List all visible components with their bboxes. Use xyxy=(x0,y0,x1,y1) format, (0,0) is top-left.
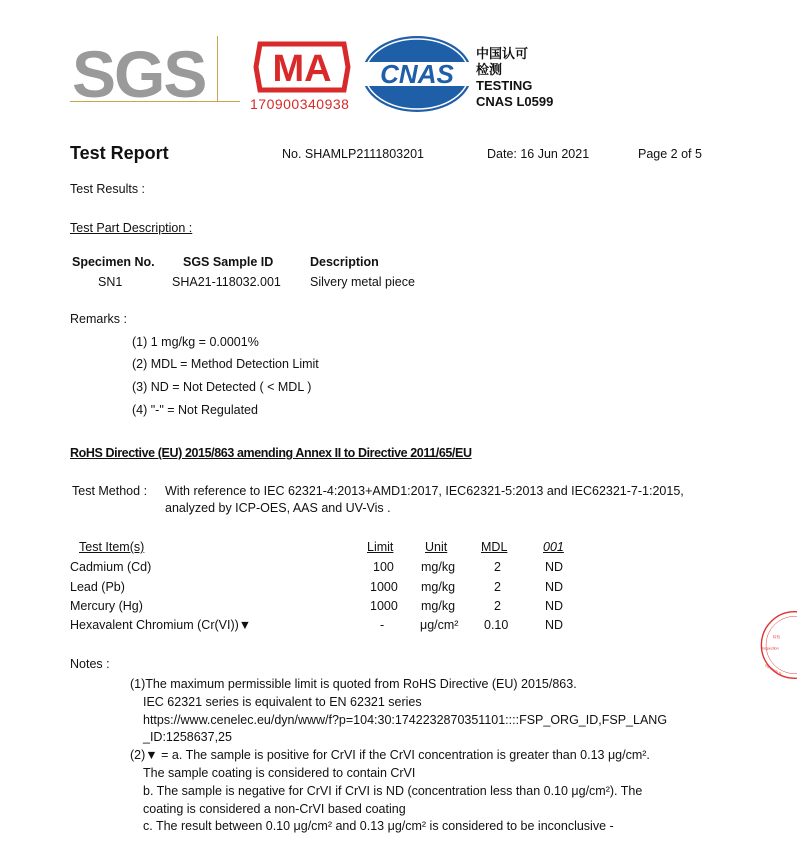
table-cell-item: Mercury (Hg) xyxy=(70,599,143,613)
inspection-stamp xyxy=(760,560,797,730)
remark-item: (2) MDL = Method Detection Limit xyxy=(132,357,319,371)
report-title: Test Report xyxy=(70,143,169,163)
table-cell-limit: 1000 xyxy=(370,580,398,594)
test-results-label: Test Results : xyxy=(70,182,146,196)
table-cell-result: ND xyxy=(545,580,564,594)
cnas-text: CNAS xyxy=(380,59,454,89)
test-method-line-1: With reference to IEC 62321-4:2013+AMD1:2017, IEC62321-5:2013 and IEC62321-7-1:2015, xyxy=(165,484,684,498)
cnas-logo xyxy=(360,34,475,114)
table-cell-result: ND xyxy=(545,560,564,574)
col-description: Description xyxy=(310,255,379,269)
note-1-url: https://www.cenelec.eu/dyn/www/f?p=104:30:1742232870351101::::FSP_ORG_ID,FSP_LANG xyxy=(143,713,668,727)
table-cell-limit: 100 xyxy=(373,560,394,574)
note-2-line-3: b. The sample is negative for CrVI if CrVI is ND (concentration less than 0.10 μg/cm²). The xyxy=(143,784,643,798)
table-cell-unit: mg/kg xyxy=(421,580,456,594)
report-date: Date: 16 Jun 2021 xyxy=(487,147,590,161)
col-test-item: Test Item(s) xyxy=(79,540,145,554)
table-cell-item: Hexavalent Chromium (Cr(VI))▼ xyxy=(70,618,252,632)
table-cell-item: Lead (Pb) xyxy=(70,580,125,594)
remark-item: (1) 1 mg/kg = 0.0001% xyxy=(132,335,259,349)
col-limit: Limit xyxy=(367,540,394,554)
note-1-line-4: _ID:1258637,25 xyxy=(143,730,232,744)
logo-underline xyxy=(70,101,240,102)
table-cell-unit: mg/kg xyxy=(421,599,456,613)
sample-description: Silvery metal piece xyxy=(310,275,415,289)
cnas-line-3: TESTING xyxy=(476,78,533,93)
part-description-heading: Test Part Description : xyxy=(70,221,193,235)
test-method-line-2: analyzed by ICP-OES, AAS and UV-Vis . xyxy=(165,501,391,515)
cnas-line-4: CNAS L0599 xyxy=(476,94,554,109)
table-cell-limit: 1000 xyxy=(370,599,398,613)
sample-id: SHA21-118032.001 xyxy=(172,275,281,289)
cnas-caption xyxy=(476,46,553,110)
table-cell-limit: - xyxy=(380,618,385,632)
stamp-line-2: Inspection xyxy=(761,646,779,651)
table-cell-unit: mg/kg xyxy=(421,560,456,574)
col-mdl: MDL xyxy=(481,540,508,554)
cma-logo xyxy=(252,40,352,94)
page-number: Page 2 of 5 xyxy=(638,147,702,161)
table-cell-item: Cadmium (Cd) xyxy=(70,560,152,574)
note-2-line-5: c. The result between 0.10 μg/cm² and 0.13 μg/cm² is considered to be inconclusive - xyxy=(143,819,614,833)
cnas-line-2: 检测 xyxy=(476,62,503,77)
specimen-no: SN1 xyxy=(98,275,123,289)
stamp-line-3: Standards Te xyxy=(764,663,783,677)
table-cell-result: ND xyxy=(545,599,564,613)
remarks-label: Remarks : xyxy=(70,312,127,326)
sgs-logo: SGS xyxy=(72,37,206,111)
table-cell-mdl: 2 xyxy=(494,580,501,594)
directive-heading: RoHS Directive (EU) 2015/863 amending Annex II to Directive 2011/65/EU xyxy=(70,446,472,460)
table-cell-result: ND xyxy=(545,618,564,632)
table-cell-mdl: 2 xyxy=(494,560,501,574)
col-unit: Unit xyxy=(425,540,448,554)
note-2-line-2: The sample coating is considered to contain CrVI xyxy=(143,766,416,780)
note-1-line-1: (1)The maximum permissible limit is quoted from RoHS Directive (EU) 2015/863. xyxy=(130,677,577,691)
col-sample-001: 001 xyxy=(543,540,564,554)
table-cell-mdl: 2 xyxy=(494,599,501,613)
report-number: No. SHAMLP2111803201 xyxy=(282,147,424,161)
remark-item: (3) ND = Not Detected ( < MDL ) xyxy=(132,380,312,394)
note-1-line-2: IEC 62321 series is equivalent to EN 62321 series xyxy=(143,695,422,709)
table-cell-unit: μg/cm² xyxy=(420,618,459,632)
test-method-label: Test Method : xyxy=(72,484,148,498)
notes-label: Notes : xyxy=(70,657,110,671)
stamp-line-1: 检验 xyxy=(772,635,781,640)
col-specimen-no: Specimen No. xyxy=(72,255,155,269)
remark-item: (4) "-" = Not Regulated xyxy=(132,403,258,417)
logo-divider xyxy=(217,36,218,102)
note-2-line-1: (2)▼ = a. The sample is positive for CrVI if the CrVI concentration is greater than 0.13 μg/cm². xyxy=(130,748,650,762)
ma-number: 170900340938 xyxy=(250,96,350,112)
cnas-line-1: 中国认可 xyxy=(476,46,529,61)
col-sample-id: SGS Sample ID xyxy=(183,255,274,269)
ma-text: MA xyxy=(272,48,332,90)
note-2-line-4: coating is considered a non-CrVI based coating xyxy=(143,802,406,816)
table-cell-mdl: 0.10 xyxy=(484,618,509,632)
